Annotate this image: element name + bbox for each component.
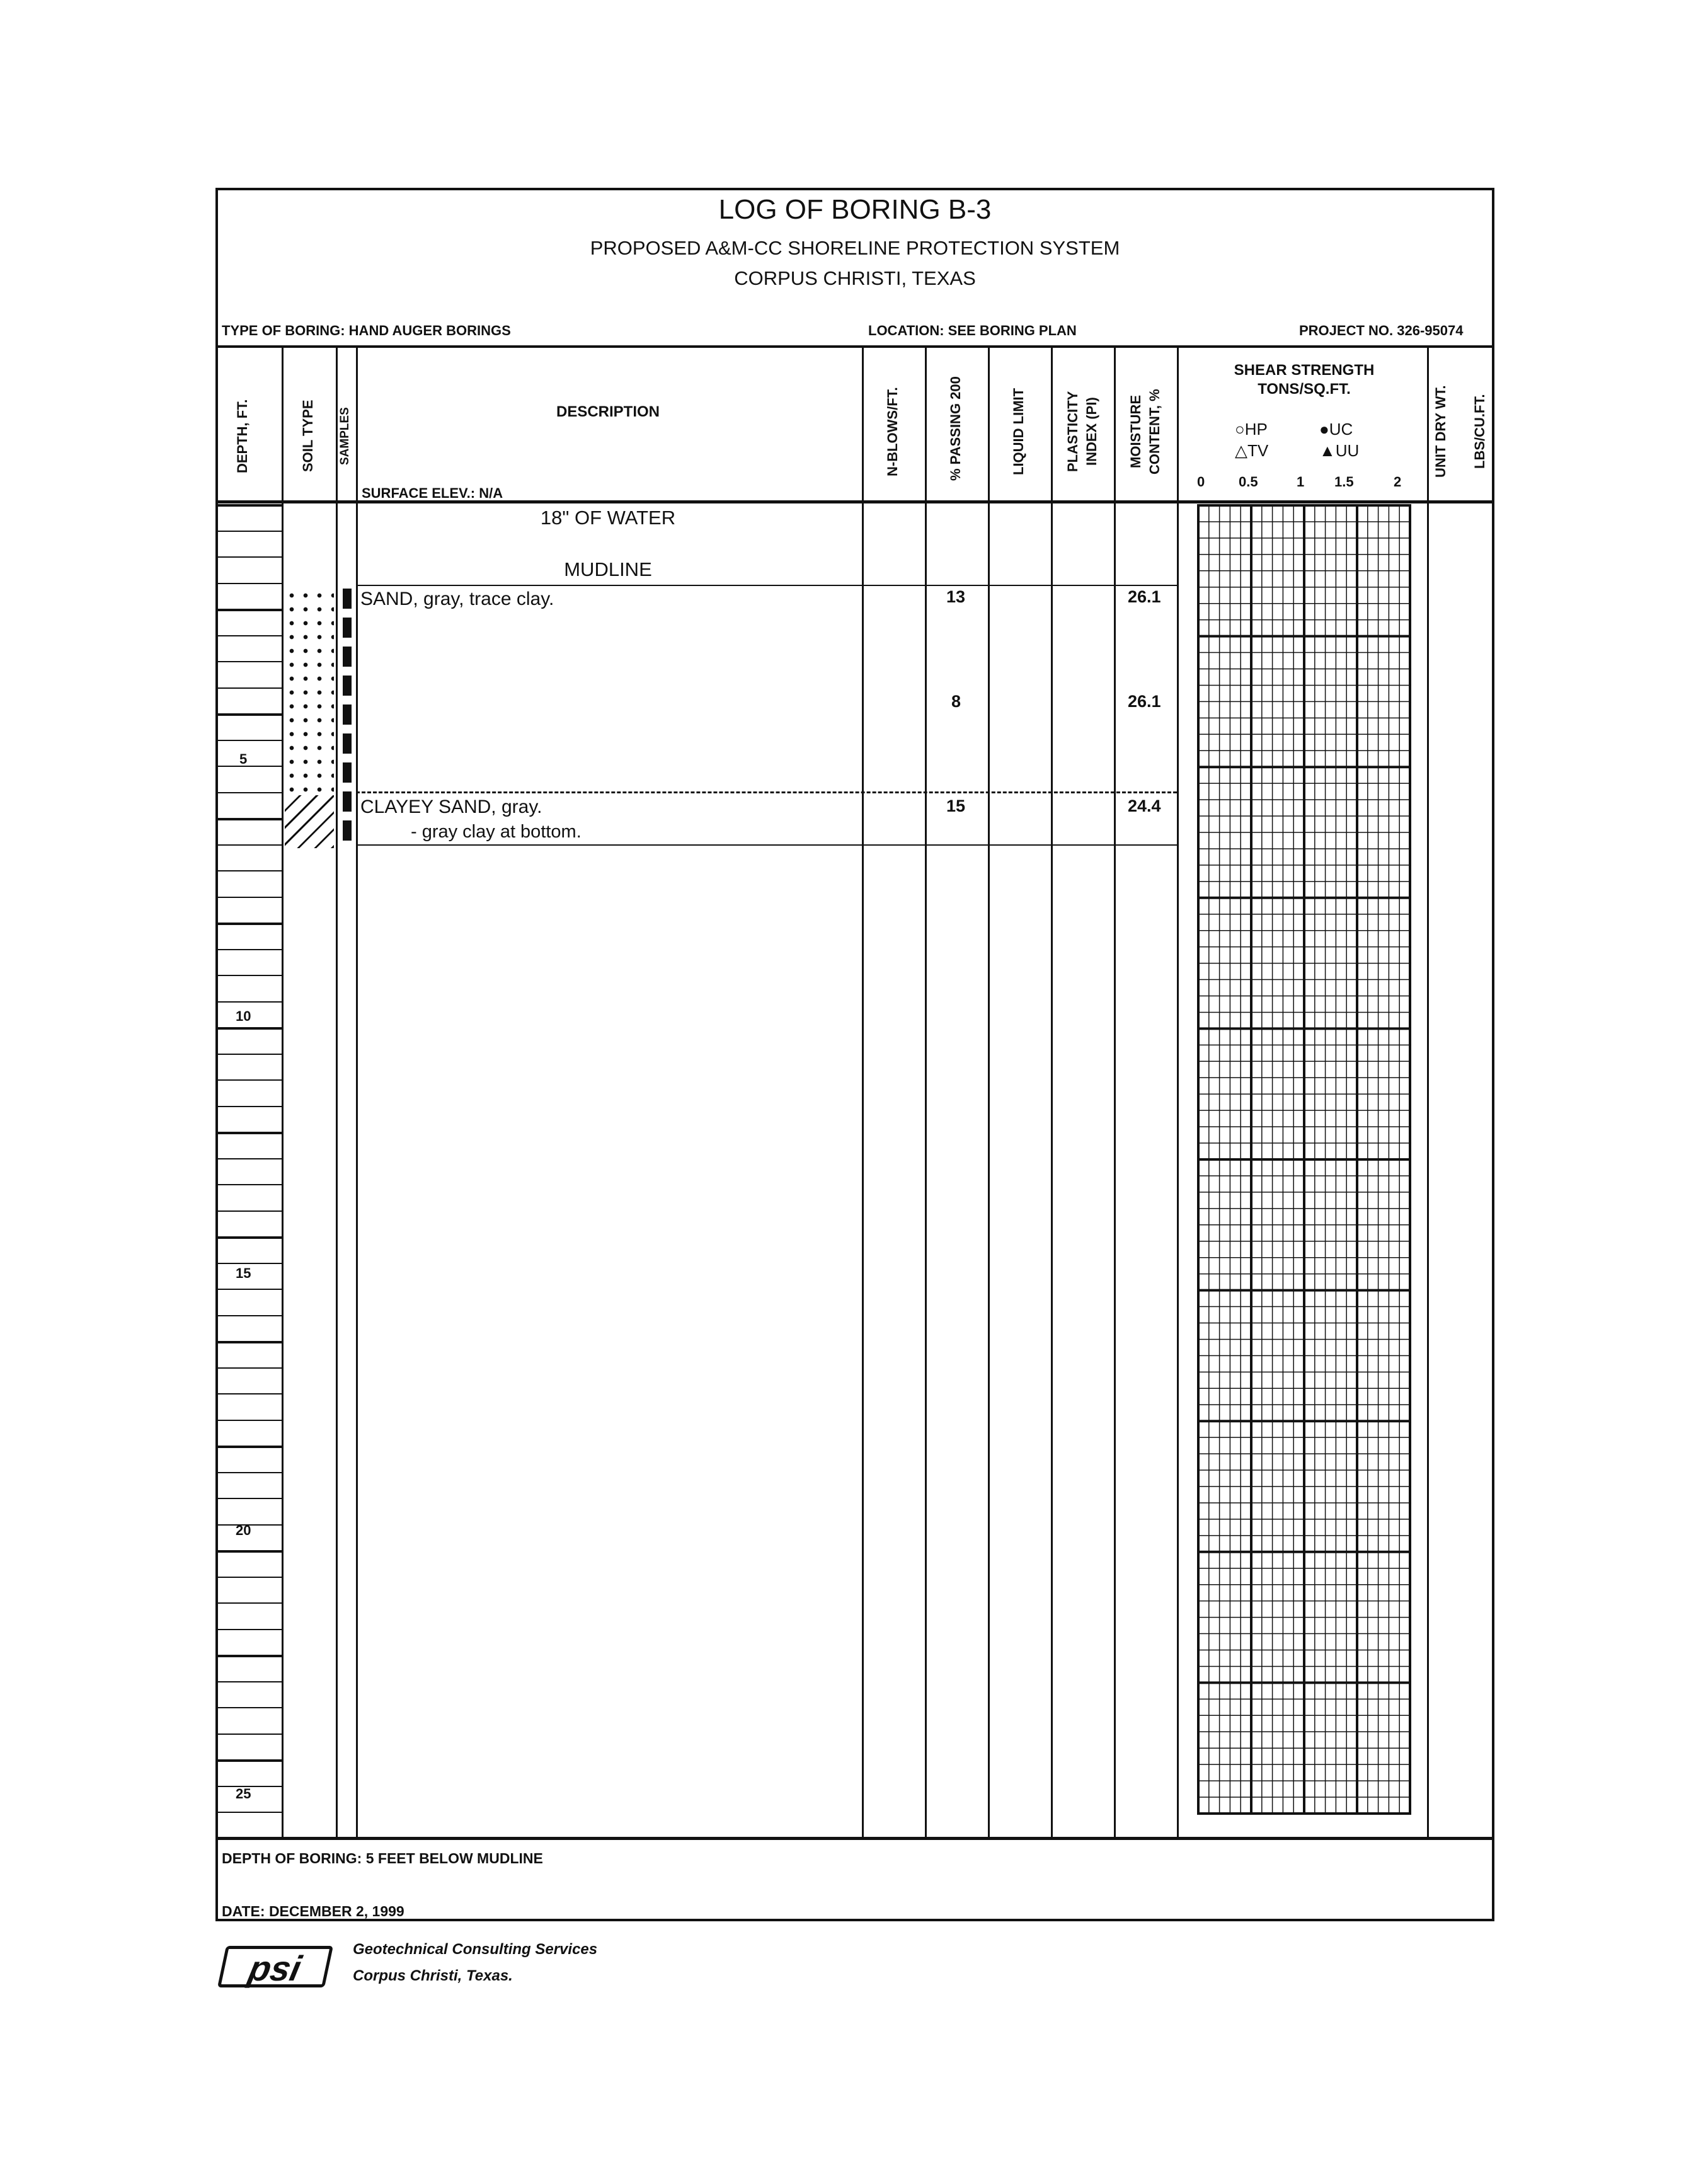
clayey-sand-soil-symbol	[285, 795, 334, 848]
depth-tick	[215, 713, 282, 716]
depth-tick	[215, 766, 282, 767]
footer-divider	[215, 1837, 1494, 1840]
depth-tick	[215, 1577, 282, 1578]
project-name: PROPOSED A&M-CC SHORELINE PROTECTION SYSTEM	[590, 237, 1120, 259]
depth-tick	[215, 949, 282, 950]
depth-tick	[215, 818, 282, 820]
soil-type-header: SOIL TYPE	[300, 400, 316, 473]
depth-tick	[215, 1236, 282, 1239]
depth-label: 5	[239, 751, 248, 767]
shear-tick: 1	[1297, 474, 1305, 490]
col-divider	[1177, 347, 1179, 1837]
depth-tick	[215, 1629, 282, 1630]
filled-triangle-icon: ▲	[1319, 441, 1336, 460]
depth-tick	[215, 1210, 282, 1212]
depth-tick	[215, 1079, 282, 1081]
depth-tick	[215, 1759, 282, 1762]
col-divider	[356, 347, 358, 1837]
depth-tick	[215, 1263, 282, 1264]
sample-1-passing-200: 13	[946, 587, 966, 606]
depth-tick	[215, 556, 282, 558]
depth-header: DEPTH, FT.	[234, 399, 250, 473]
surface-elevation: SURFACE ELEV.: N/A	[362, 485, 503, 501]
shear-tick: 0.5	[1239, 474, 1258, 490]
psi-logo: psi	[217, 1946, 333, 1987]
n-blows-header: N-BLOWS/FT.	[885, 387, 900, 476]
depth-scale	[215, 504, 282, 1837]
layer-boundary	[356, 791, 1177, 793]
depth-tick	[215, 740, 282, 741]
col-divider	[925, 347, 927, 1837]
depth-tick	[215, 504, 282, 507]
sample-1-moisture: 26.1	[1128, 587, 1161, 606]
depth-tick	[215, 1054, 282, 1055]
col-divider	[336, 347, 338, 1837]
depth-tick	[215, 687, 282, 689]
depth-tick	[215, 1472, 282, 1473]
depth-tick	[215, 661, 282, 662]
depth-of-boring: DEPTH OF BORING: 5 FEET BELOW MUDLINE	[222, 1850, 543, 1866]
depth-tick	[215, 1420, 282, 1421]
depth-label: 25	[236, 1786, 251, 1802]
shear-tick: 1.5	[1334, 474, 1354, 490]
layer-clayey-sand-description: CLAYEY SAND, gray.	[360, 796, 542, 817]
col-divider	[862, 347, 864, 1837]
depth-label: 15	[236, 1265, 251, 1281]
depth-tick	[215, 1707, 282, 1708]
depth-tick	[215, 1106, 282, 1107]
depth-tick	[215, 1550, 282, 1553]
sample-2-passing-200: 8	[951, 692, 961, 711]
depth-tick	[215, 923, 282, 925]
moisture-header: MOISTURE	[1128, 394, 1143, 469]
col-divider	[1114, 347, 1116, 1837]
col-divider	[988, 347, 990, 1837]
shear-tick: 0	[1197, 474, 1205, 490]
col-divider	[1427, 347, 1429, 1837]
boring-location: LOCATION: SEE BORING PLAN	[868, 323, 1077, 338]
col-divider	[282, 347, 284, 1837]
sand-soil-symbol	[285, 589, 334, 795]
shear-strength-units: TONS/SQ.FT.	[1258, 381, 1351, 398]
depth-tick	[215, 1655, 282, 1657]
mudline-label: MUDLINE	[564, 558, 652, 580]
unit-dry-weight-header: UNIT DRY WT.	[1433, 385, 1448, 478]
depth-tick	[215, 1498, 282, 1499]
shear-strength-title: SHEAR STRENGTH	[1234, 362, 1375, 379]
project-city: CORPUS CHRISTI, TEXAS	[734, 267, 976, 289]
col-divider	[1051, 347, 1053, 1837]
depth-tick	[215, 1184, 282, 1185]
water-depth-note: 18" OF WATER	[540, 507, 676, 529]
depth-tick	[215, 531, 282, 532]
legend-uu: ▲UU	[1319, 441, 1360, 460]
sample-markers	[343, 589, 352, 848]
depth-tick	[215, 1367, 282, 1369]
plasticity-index-header: INDEX (PI)	[1084, 397, 1099, 466]
depth-tick	[215, 1393, 282, 1394]
moisture-content-header: CONTENT, %	[1147, 389, 1162, 474]
sample-2-moisture: 26.1	[1128, 692, 1161, 711]
plasticity-header: PLASTICITY	[1065, 391, 1080, 473]
liquid-limit-header: LIQUID LIMIT	[1011, 388, 1026, 476]
mudline-divider	[356, 585, 1177, 586]
depth-tick	[215, 1027, 282, 1030]
depth-tick	[215, 844, 282, 846]
depth-tick	[215, 583, 282, 584]
shear-tick: 2	[1394, 474, 1402, 490]
depth-tick	[215, 1812, 282, 1813]
depth-tick	[215, 870, 282, 871]
shear-strength-grid	[1197, 504, 1411, 1815]
description-header: DESCRIPTION	[556, 403, 660, 420]
depth-tick	[215, 635, 282, 636]
bottom-of-boring-line	[356, 844, 1177, 846]
depth-tick	[215, 1001, 282, 1003]
depth-tick	[215, 1446, 282, 1448]
boring-date: DATE: DECEMBER 2, 1999	[222, 1903, 404, 1919]
company-description: Geotechnical Consulting Services	[353, 1941, 598, 1958]
legend-uc: ●UC	[1319, 420, 1353, 439]
passing-200-header: % PASSING 200	[948, 376, 963, 481]
open-circle-icon: ○	[1235, 420, 1245, 439]
depth-tick	[215, 1734, 282, 1735]
sample-3-moisture: 24.4	[1128, 796, 1161, 815]
depth-tick	[215, 1289, 282, 1290]
open-triangle-icon: △	[1235, 441, 1247, 460]
layer-sand-description: SAND, gray, trace clay.	[360, 589, 554, 609]
filled-circle-icon: ●	[1319, 420, 1329, 439]
legend-tv: △TV	[1235, 441, 1269, 460]
sample-3-passing-200: 15	[946, 796, 966, 815]
legend-hp: ○HP	[1235, 420, 1268, 439]
depth-tick	[215, 975, 282, 976]
layer-clayey-sand-note: - gray clay at bottom.	[411, 822, 582, 842]
depth-tick	[215, 1341, 282, 1343]
depth-label: 20	[236, 1522, 251, 1538]
depth-tick	[215, 609, 282, 611]
company-location: Corpus Christi, Texas.	[353, 1967, 513, 1984]
type-of-boring: TYPE OF BORING: HAND AUGER BORINGS	[222, 323, 511, 338]
depth-label: 10	[236, 1008, 251, 1024]
lbs-cu-ft-header: LBS/CU.FT.	[1472, 394, 1487, 469]
project-number: PROJECT NO. 326-95074	[1299, 323, 1464, 338]
log-title: LOG OF BORING B-3	[718, 194, 992, 225]
depth-tick	[215, 1602, 282, 1604]
depth-tick	[215, 1158, 282, 1159]
column-header-divider	[215, 500, 1494, 503]
depth-tick	[215, 1681, 282, 1682]
samples-header: SAMPLES	[338, 407, 352, 465]
depth-tick	[215, 1132, 282, 1134]
depth-tick	[215, 897, 282, 898]
depth-tick	[215, 792, 282, 793]
depth-tick	[215, 1315, 282, 1316]
header-divider	[215, 345, 1494, 348]
